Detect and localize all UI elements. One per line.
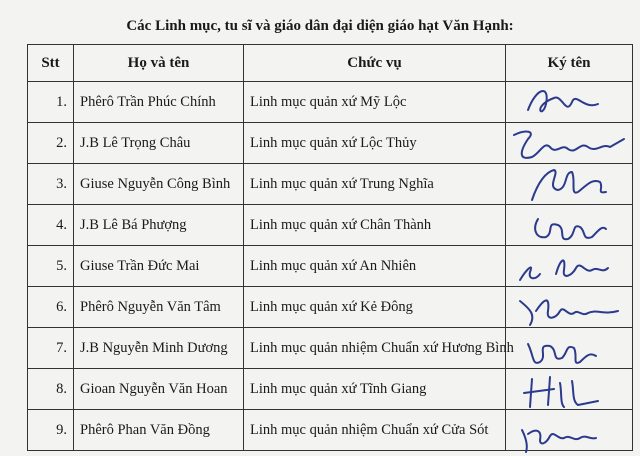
person-role: Linh mục quản xứ Mỹ Lộc	[244, 82, 506, 123]
document-title: Các Linh mục, tu sĩ và giáo dân đại diện giáo hạt Văn Hạnh:	[126, 18, 514, 34]
person-name: J.B Lê Trọng Châu	[74, 123, 244, 164]
person-role: Linh mục quản nhiệm Chuẩn xứ Hương Bình	[244, 328, 506, 369]
person-role: Linh mục quản xứ Kẻ Đông	[244, 287, 506, 328]
person-name: J.B Lê Bá Phượng	[74, 205, 244, 246]
signatory-table	[27, 44, 633, 451]
person-name: Gioan Nguyễn Văn Hoan	[74, 369, 244, 410]
person-name: J.B Nguyễn Minh Dương	[74, 328, 244, 369]
person-role: Linh mục quản nhiệm Chuẩn xứ Cửa Sót	[244, 410, 506, 451]
signature-cell	[506, 410, 633, 451]
row-number: 3.	[28, 164, 74, 205]
row-number: 1.	[28, 82, 74, 123]
person-role: Linh mục quản xứ An Nhiên	[244, 246, 506, 287]
person-role: Linh mục quản xứ Lộc Thủy	[244, 123, 506, 164]
person-name: Giuse Nguyễn Công Bình	[74, 164, 244, 205]
header-role: Chức vụ	[244, 45, 506, 82]
person-role: Linh mục quản xứ Chân Thành	[244, 205, 506, 246]
person-name: Giuse Trần Đức Mai	[74, 246, 244, 287]
person-name: Phêrô Phan Văn Đồng	[74, 410, 244, 451]
person-name: Phêrô Trần Phúc Chính	[74, 82, 244, 123]
signature-mark	[506, 404, 633, 456]
table-row	[28, 410, 633, 451]
person-name: Phêrô Nguyễn Văn Tâm	[74, 287, 244, 328]
header-name: Họ và tên	[74, 45, 244, 82]
row-number: 4.	[28, 205, 74, 246]
row-number: 7.	[28, 328, 74, 369]
row-number: 8.	[28, 369, 74, 410]
header-stt: Stt	[28, 45, 74, 82]
header-signature: Ký tên	[506, 45, 633, 82]
row-number: 5.	[28, 246, 74, 287]
row-number: 6.	[28, 287, 74, 328]
person-role: Linh mục quản xứ Trung Nghĩa	[244, 164, 506, 205]
row-number: 9.	[28, 410, 74, 451]
person-role: Linh mục quản xứ Tĩnh Giang	[244, 369, 506, 410]
row-number: 2.	[28, 123, 74, 164]
